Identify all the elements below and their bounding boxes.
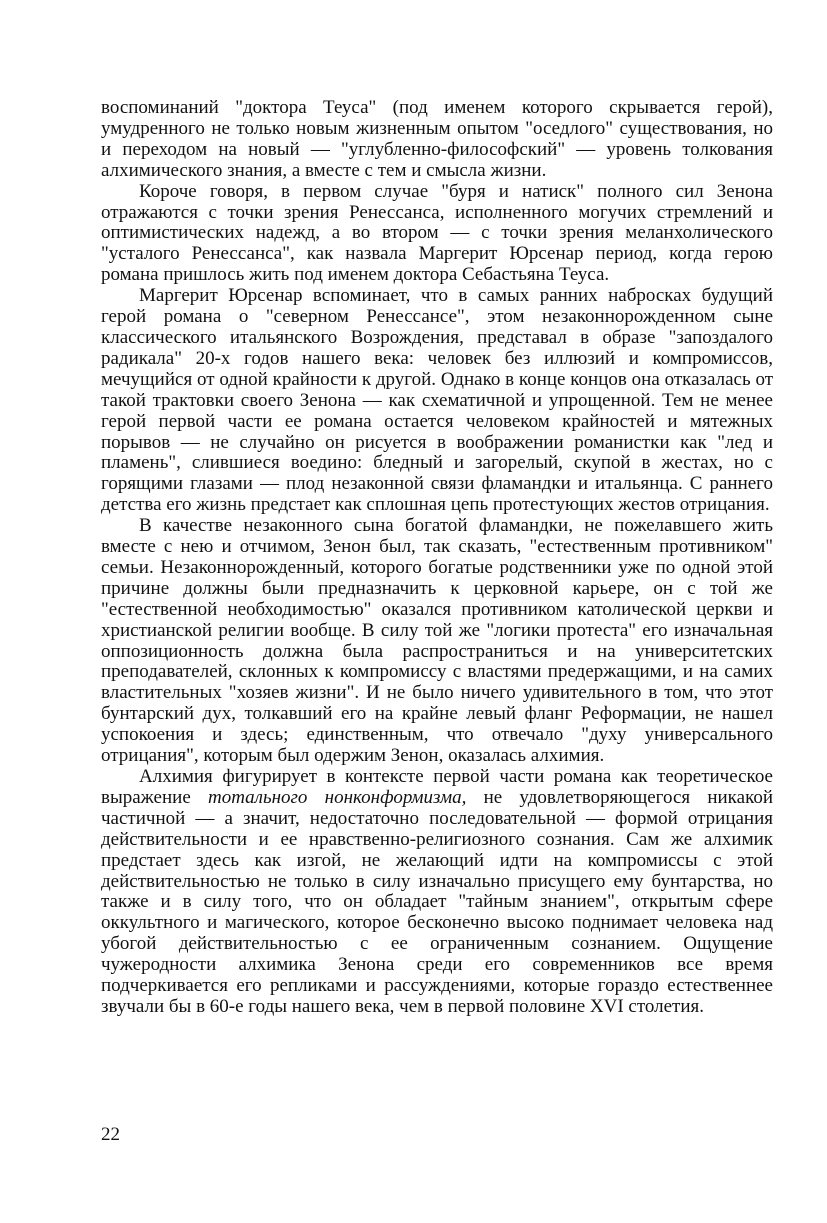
paragraph-2 <box>101 182 773 287</box>
paragraph-3-text: Маргерит Юрсенар вспоминает, что в самых ранних набросках будущий герой романа о "северном Ренессансе", этом незаконнорожденном сыне классического итальянского Возрождения, представал в образе "запоздалого радикала" 20-х годов нашего века: человек без иллюзий и компромиссов, мечущийся от одной крайности к другой. Однако в конце концов она отказалась от такой трактовки своего Зенона — как схематичной и упрощенной. Тем не менее герой первой части ее романа остается человеком крайностей и мятежных порывов — не случайно он рисуется в воображении романистки как "лед и пламень", слившиеся воедино: бледный и загорелый, скупой в жестах, но с горящими глазами — плод незаконной связи фламандки и итальянца. С раннего детства его жизнь предстает как сплошная цепь протестующих жестов отрицания. <box>101 285 773 516</box>
paragraph-5-text-b: не удовлетворяющегося никакой частичной — а значит, недостаточно последовательной — формой отрицания действительности и ее нравственно-религиозного сознания. Сам же алхимик предстает здесь как изгой, не желающий идти на компромиссы с этой действительностью не только в силу изначально присущего ему бунтарства, но также и в силу того, что он обладает "тайным знанием", открытым сфере оккультного и магического, которое бесконечно высоко поднимает человека над убогой действительностью с ее ограниченным сознанием. Ощущение чужеродности алхимика Зенона среди его современников все время подчеркивается его репликами и рассуждениями, которые гораздо естественнее звучали бы в 60-е годы нашего века, чем в первой половине XVI столетия. <box>101 786 773 1017</box>
paragraph-5-text-a: Алхимия фигурирует в контексте первой части романа как теоретическое выражение <box>101 766 773 808</box>
paragraph-3 <box>101 286 773 516</box>
paragraph-1 <box>101 98 773 182</box>
paragraph-2-text: Короче говоря, в первом случае "буря и натиск" полного сил Зенона отражаются с точки зрения Ренессанса, исполненного могучих стремлений и оптимистических надежд, а во втором — с точки зрения меланхолического "усталого Ренессанса", как назвала Маргерит Юрсенар период, когда герою романа пришлось жить под именем доктора Себастьяна Теуса. <box>101 180 773 286</box>
paragraph-1-text: воспоминаний "доктора Теуса" (под именем которого скрывается герой), умудренного не только новым жизненным опытом "оседлого" существования, но и переходом на новый — "углубленно-философский" — уровень толкования алхимического знания, а вместе с тем и смысла жизни. <box>101 97 773 181</box>
page-number: 22 <box>101 1124 120 1145</box>
document-body <box>101 98 773 1018</box>
paragraph-4 <box>101 516 773 767</box>
paragraph-5 <box>101 767 773 1018</box>
paragraph-4-text: В качестве незаконного сына богатой фламандки, не пожелавшего жить вместе с нею и отчимом, Зенон был, так сказать, "естественным противником" семьи. Незаконнорожденный, которого богатые родственники уже по одной этой причине должны были предназначить к церковной карьере, он с той же "естественной необходимостью" оказался противником католической церкви и христианской религии вообще. В силу той же "логики протеста" его изначальная оппозиционность должна была распространиться и на университетских преподавателей, склонных к компромиссу с властями предержащими, и на самих властительных "хозяев жизни". И не было ничего удивительного в том, что этот бунтарский дух, толкавший его на крайне левый фланг Реформации, не нашел успокоения и здесь; единственным, что отвечало "духу универсального отрицания", которым был одержим Зенон, оказалась алхимия. <box>101 515 773 767</box>
paragraph-5-italic-phrase: тотального нонконформизма, <box>207 786 467 808</box>
